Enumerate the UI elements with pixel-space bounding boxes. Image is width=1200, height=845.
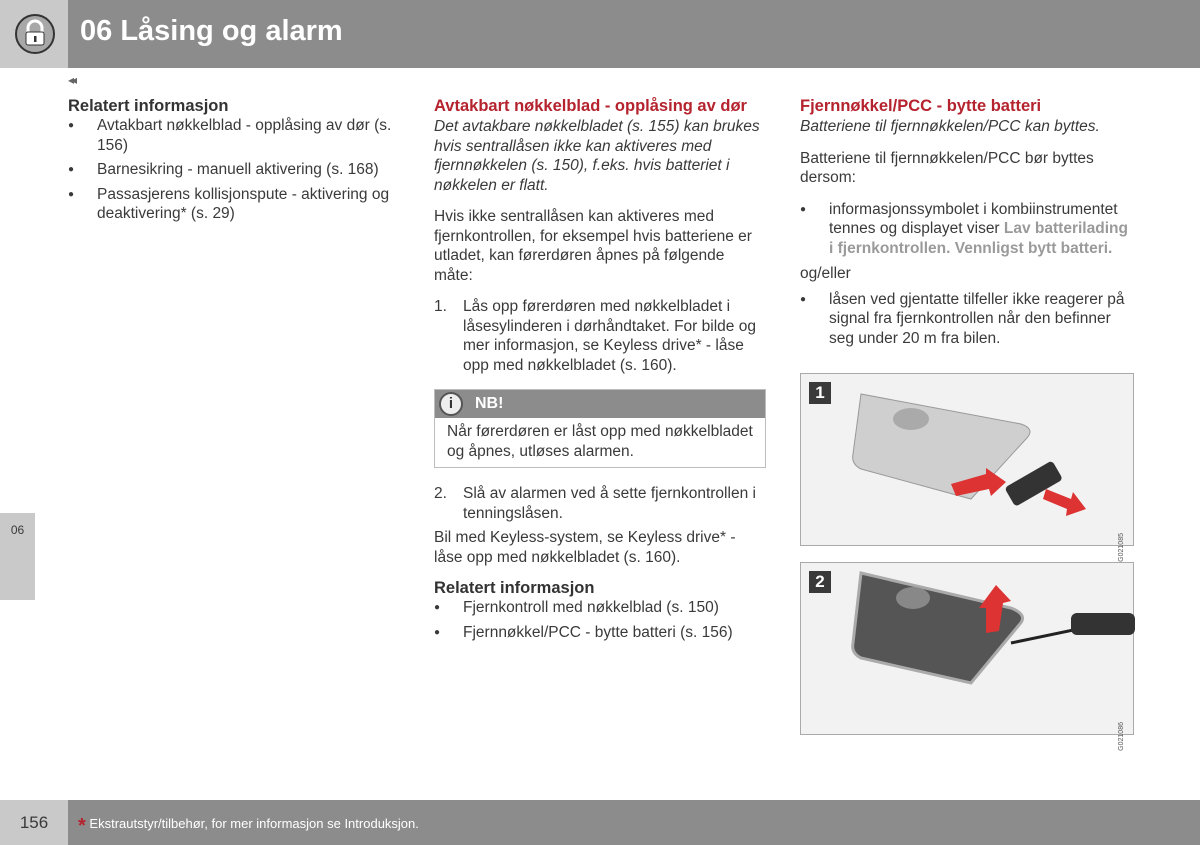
note-text: Når førerdøren er låst opp med nøkkelbladet og åpnes, utløses alarmen. [447,423,753,460]
related-link[interactable]: ● Avtakbart nøkkelblad - opplåsing av dør (s. 156) [68,116,398,155]
related-heading: Relatert informasjon [434,579,595,597]
figure-2 [800,562,1134,751]
intro: Batteriene til fjernnøkkelen/PCC kan byttes. [800,118,1100,135]
header-icon-area [0,0,68,68]
column-3 [800,96,1134,353]
column-1 [68,97,398,229]
figure-number: 2 [809,571,831,593]
condition-item: ● låsen ved gjentatte tilfeller ikke reagerer på signal fra fjernkontrollen når den befinner seg under 20 m fra bilen. [800,290,1134,349]
display-message: Lav batterilading i fjernkontrollen. Vennligst bytt batteri. [829,220,1128,257]
chapter-header [68,0,1200,68]
note-label: NB! [475,395,504,412]
column-2 [434,96,766,647]
info-icon: i [439,392,463,416]
paragraph: Batteriene til fjernnøkkelen/PCC bør byttes dersom: [800,149,1094,186]
related-link[interactable]: ● Barnesikring - manuell aktivering (s. 168) [68,160,398,180]
related-link[interactable]: ● Fjernnøkkel/PCC - bytte batteri (s. 156) [434,623,766,643]
footer-note: Ekstrautstyr/tilbehør, for mer informasjon se Introduksjon. [89,816,419,831]
figure-code: G021085 [1118,533,1125,562]
section-title: Fjernnøkkel/PCC - bytte batteri [800,97,1042,115]
key-fob-illustration [801,374,1135,547]
chapter-side-tab[interactable]: 06 [0,513,35,600]
section-title: Avtakbart nøkkelblad - opplåsing av dør [434,97,747,115]
condition-text: informasjonssymbolet i kombiinstrumentet tennes og displayet viser [829,200,1118,237]
or-text: og/eller [800,265,851,282]
condition-item [800,200,1134,259]
page-number: 156 [0,800,68,845]
asterisk: * [78,815,86,837]
continued-marker: ◂◂ [68,73,75,87]
step-text: Slå av alarmen ved å sette fjernkontrollen i tenningslåsen. [463,485,756,522]
related-heading: Relatert informasjon [68,97,229,115]
footer [68,800,1200,845]
lock-icon [15,14,55,54]
intro: Det avtakbare nøkkelbladet (s. 155) kan brukes hvis sentrallåsen ikke kan aktiveres med fjernnøkkelen (s. 150), f.eks. hvis batteriet i nøkkelen er flatt. [434,118,760,194]
paragraph: Bil med Keyless-system, se Keyless drive* - låse opp med nøkkelbladet (s. 160). [434,529,736,566]
paragraph: Hvis ikke sentrallåsen kan aktiveres med fjernkontrollen, for eksempel hvis batteriene er utladet, kan førerdøren åpnes på følgende måte: [434,208,752,284]
figure-1 [800,373,1134,562]
figure-number: 1 [809,382,831,404]
step-text: Lås opp førerdøren med nøkkelbladet i låsesylinderen i dørhåndtaket. For bilde og mer informasjon, se Keyless drive* - låse opp med nøkkelbladet (s. 160). [463,298,756,374]
step-number: 2. [434,485,447,502]
step-1 [434,297,766,375]
related-link[interactable]: ● Passasjerens kollisjonspute - aktivering og deaktivering* (s. 29) [68,185,398,224]
note-box [434,389,766,468]
chapter-title: 06 Låsing og alarm [80,15,343,47]
figure-code: G021086 [1118,722,1125,751]
related-link[interactable]: ● Fjernkontroll med nøkkelblad (s. 150) [434,598,766,618]
step-2 [434,484,766,523]
key-fob-illustration [801,563,1135,736]
step-number: 1. [434,298,447,315]
